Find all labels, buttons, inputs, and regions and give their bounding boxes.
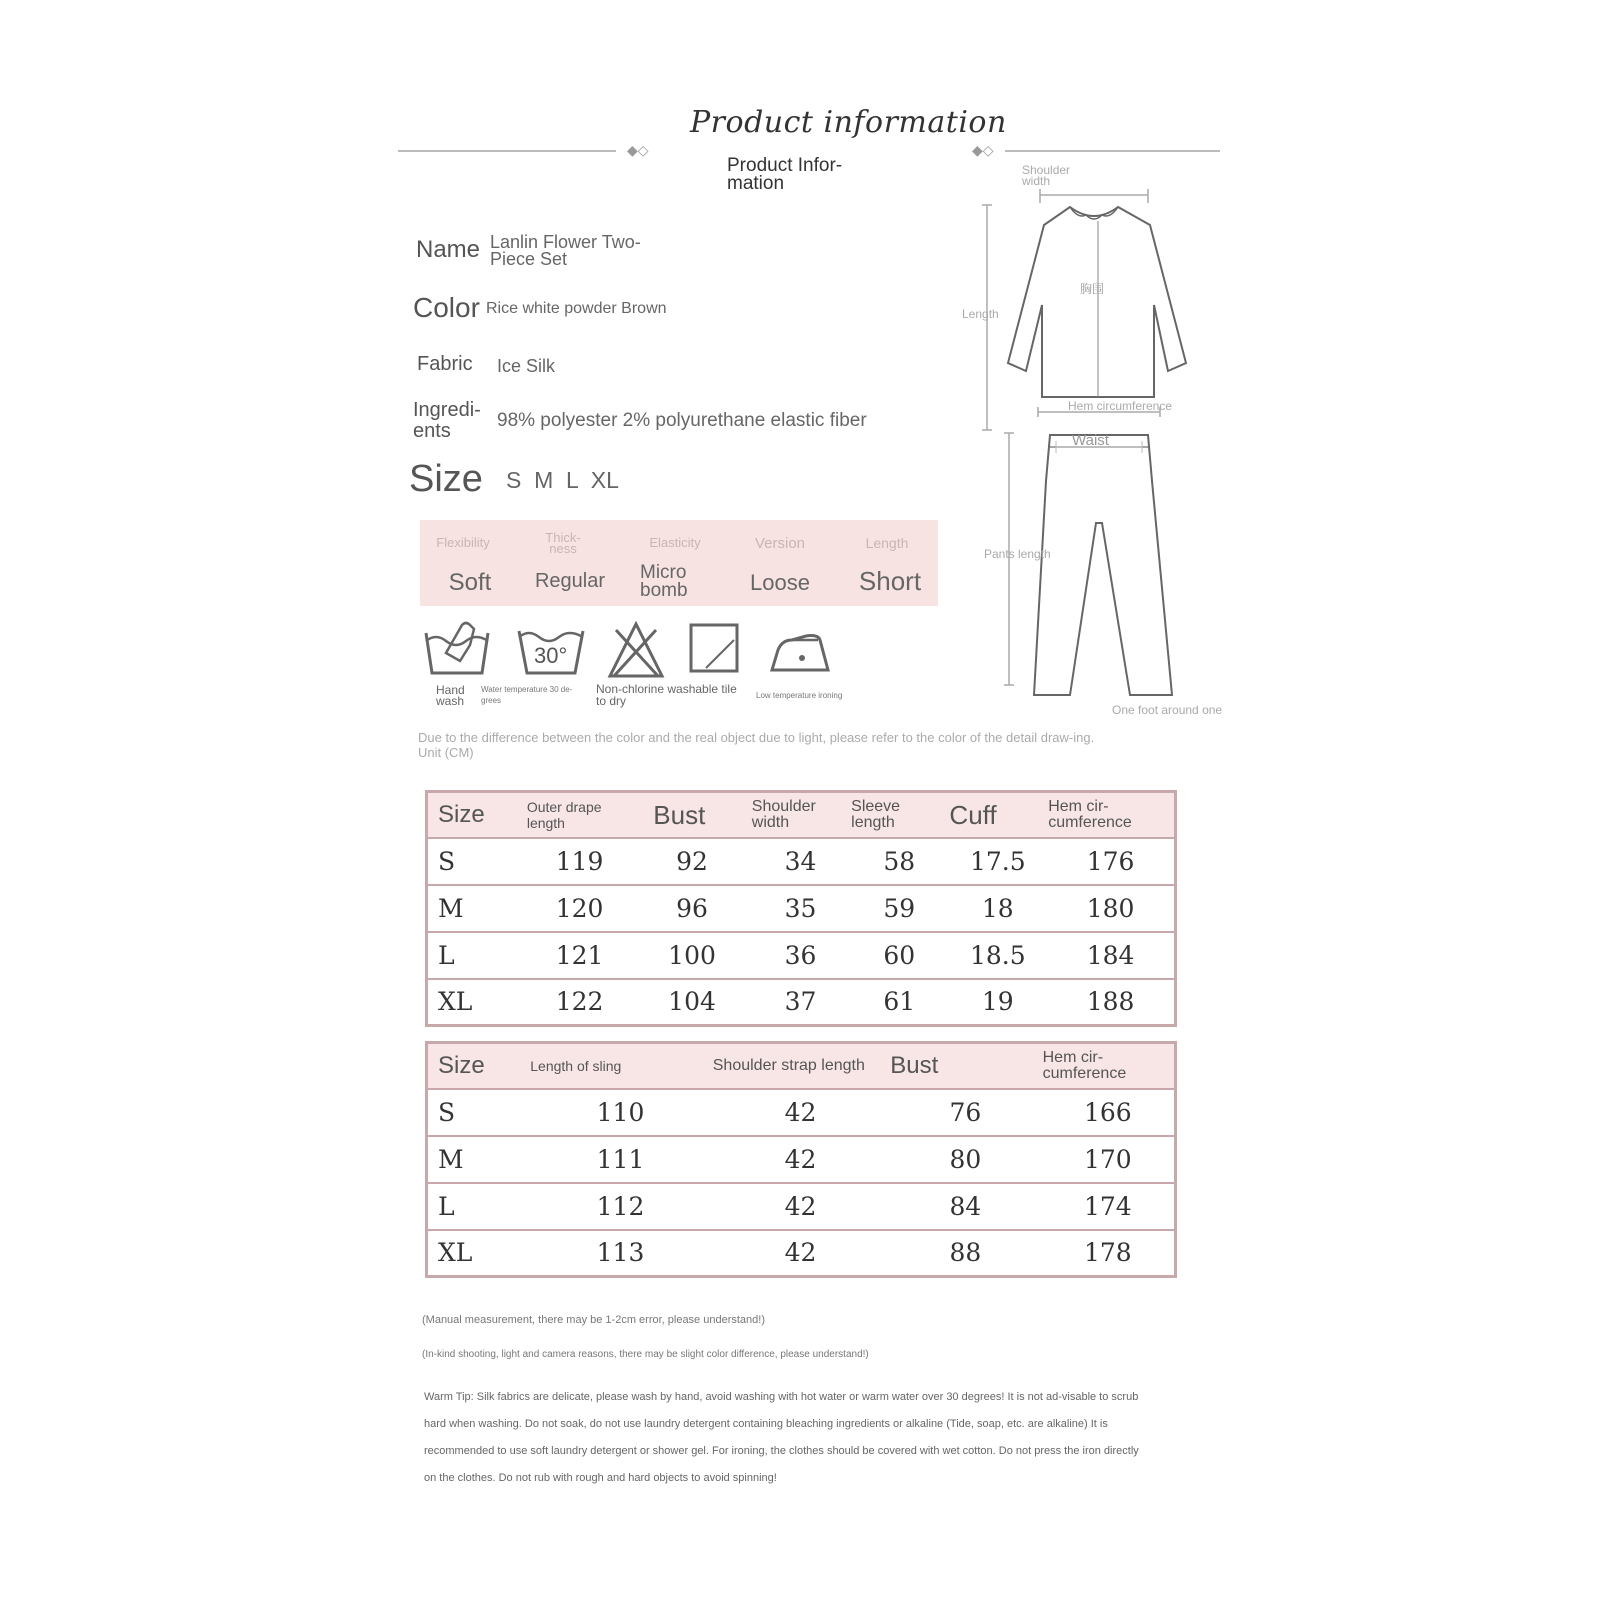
tumble-dry-icon (688, 622, 740, 674)
table-row (427, 1089, 1176, 1136)
disclaimer-text: Due to the difference between the color and the real object due to light, please refer to the color of the detail draw-ing. Unit (CM) (418, 730, 1095, 760)
table-cell: 34 (751, 838, 850, 885)
bottom-size-table (425, 1041, 1177, 1278)
table-header: Hem cir-cumference (1042, 1043, 1176, 1089)
table-header: Bust (889, 1043, 1041, 1089)
table-cell: 120 (526, 885, 633, 932)
manual-measurement-note: (Manual measurement, there may be 1-2cm error, please understand!) (422, 1314, 765, 1326)
diamond-right-icon: ◆◇ (972, 142, 994, 158)
prop-label-version: Version (754, 535, 806, 552)
page-subtitle: Product Infor-mation (727, 155, 843, 194)
table-cell: 61 (883, 987, 916, 1017)
table-header: Bust (633, 792, 751, 838)
table-header: Size (427, 792, 526, 838)
table-cell: S (427, 1089, 530, 1136)
table-cell: 122 (555, 987, 604, 1017)
fabric-label: Fabric (417, 353, 473, 375)
table-cell: 88 (949, 1238, 982, 1268)
ingredients-label: Ingredi-ents (413, 399, 481, 442)
chest-label: 胸围 (1080, 282, 1105, 296)
table-header: Sleeve length (850, 792, 948, 838)
table-cell: 111 (529, 1136, 711, 1183)
table-cell: 84 (889, 1183, 1041, 1230)
size-options: S M L XL (506, 467, 619, 493)
prop-value-elasticity: Micro bomb (640, 562, 688, 601)
table-cell: 184 (1047, 932, 1175, 979)
no-bleach-icon (606, 620, 666, 680)
table-cell: 58 (850, 838, 948, 885)
header-rule-right (1005, 150, 1220, 152)
table-row (427, 885, 1176, 932)
color-label: Color (413, 292, 480, 323)
top-size-table (425, 790, 1177, 1027)
table-header: Size (427, 1043, 530, 1089)
table-cell: 112 (529, 1183, 711, 1230)
shoulder-width-label: Shoulder width (1022, 163, 1071, 188)
table-cell: 60 (850, 932, 948, 979)
table-cell: 188 (1086, 987, 1135, 1017)
fabric-value: Ice Silk (497, 356, 556, 376)
table-row (427, 1230, 1176, 1277)
inkind-shooting-note: (In-kind shooting, light and camera reasons, there may be slight color difference, please understand!) (422, 1349, 869, 1360)
hem-circumference-label: Hem circumference (1068, 399, 1173, 413)
table-cell: 180 (1047, 885, 1175, 932)
color-value: Rice white powder Brown (486, 300, 667, 317)
prop-label-elasticity: Elasticity (649, 535, 701, 550)
table-cell: 76 (889, 1089, 1041, 1136)
pants-length-label: Pants length (984, 547, 1051, 561)
table-cell: 18.5 (948, 932, 1047, 979)
table-cell: 17.5 (948, 838, 1047, 885)
low-iron-caption: Low temperature ironing (756, 691, 843, 700)
hand-wash-icon (422, 615, 494, 680)
table-cell: 18 (948, 885, 1047, 932)
table-cell: 176 (1047, 838, 1175, 885)
table-cell: 178 (1083, 1238, 1132, 1268)
table-cell: 119 (526, 838, 633, 885)
warm-tip-text: Warm Tip: Silk fabrics are delicate, please wash by hand, avoid washing with hot water or warm water over 30 degrees! It is not ad-visable to scrub hard when washing. Do not soak, do not use laundry detergent containing bleaching ingredients or alkaline (Tide, soap, etc. are alkaline) It is recommended to use soft laundry detergent or shower gel. For ironing, the clothes should be covered with wet cotton. Do not press the iron directly on the clothes. Do not rub with rough and hard objects to avoid spinning! (424, 1391, 1139, 1484)
table-cell: L (427, 1183, 530, 1230)
table-header: Cuff (948, 792, 1047, 838)
table-cell: 37 (784, 987, 817, 1017)
table-cell: XL (438, 987, 473, 1017)
table-row (427, 838, 1176, 885)
table-cell: 174 (1042, 1183, 1176, 1230)
table-cell: S (427, 838, 526, 885)
table-cell: 113 (596, 1238, 645, 1268)
prop-label-length: Length (865, 535, 909, 551)
table-cell: 166 (1042, 1089, 1176, 1136)
table-cell: 59 (850, 885, 948, 932)
name-label: Name (416, 236, 481, 263)
table-row (427, 1136, 1176, 1183)
table-header: Hem cir-cumference (1047, 792, 1175, 838)
prop-value-length: Short (858, 566, 922, 596)
table-cell: 110 (529, 1089, 711, 1136)
table-cell: 104 (668, 987, 716, 1017)
table-cell: 42 (712, 1136, 889, 1183)
name-value: Lanlin Flower Two-Piece Set (490, 232, 641, 269)
low-iron-icon (768, 628, 834, 676)
table-cell: 96 (633, 885, 751, 932)
waist-label: Waist (1072, 432, 1109, 449)
table-header: Outer drape length (526, 792, 633, 838)
hand-wash-caption: Hand wash (436, 683, 465, 708)
table-header: Length of sling (529, 1043, 711, 1089)
table-header: Shoulder strap length (712, 1043, 889, 1089)
garment-diagram (960, 185, 1230, 715)
wash-temperature-label: 30° (534, 643, 568, 668)
table-cell: 100 (633, 932, 751, 979)
table-cell: 92 (633, 838, 751, 885)
table-cell: 42 (712, 1089, 889, 1136)
table-cell: XL (438, 1238, 473, 1268)
table-row (427, 932, 1176, 979)
page-title: Product information (690, 105, 1007, 140)
length-label: Length (962, 307, 999, 321)
table-row (427, 1183, 1176, 1230)
size-label: Size (409, 458, 483, 500)
table-cell: 19 (981, 987, 1014, 1017)
prop-value-flexibility: Soft (448, 569, 492, 596)
table-cell: 36 (751, 932, 850, 979)
table-row (427, 979, 1176, 1026)
ingredients-value: 98% polyester 2% polyurethane elastic fiber (497, 410, 867, 431)
table-cell: M (427, 1136, 530, 1183)
prop-value-version: Loose (750, 570, 810, 595)
table-cell: 42 (784, 1238, 817, 1268)
one-foot-label: One foot around one (1112, 703, 1223, 717)
header-rule-left (398, 150, 616, 152)
table-cell: 170 (1042, 1136, 1176, 1183)
diamond-left-icon: ◆◇ (627, 142, 649, 158)
table-cell: 35 (751, 885, 850, 932)
table-cell: M (427, 885, 526, 932)
prop-label-flexibility: Flexibility (436, 535, 490, 550)
table-cell: 42 (712, 1183, 889, 1230)
table-header: Shoulder width (751, 792, 850, 838)
table-cell: 121 (526, 932, 633, 979)
table-cell: 80 (889, 1136, 1041, 1183)
table-cell: L (427, 932, 526, 979)
prop-label-thickness: Thick-ness (545, 530, 581, 556)
prop-value-thickness: Regular (534, 570, 606, 592)
water-temp-caption: Water temperature 30 de-grees (481, 685, 573, 705)
non-chlorine-caption: Non-chlorine washable tile to dry (596, 682, 737, 708)
